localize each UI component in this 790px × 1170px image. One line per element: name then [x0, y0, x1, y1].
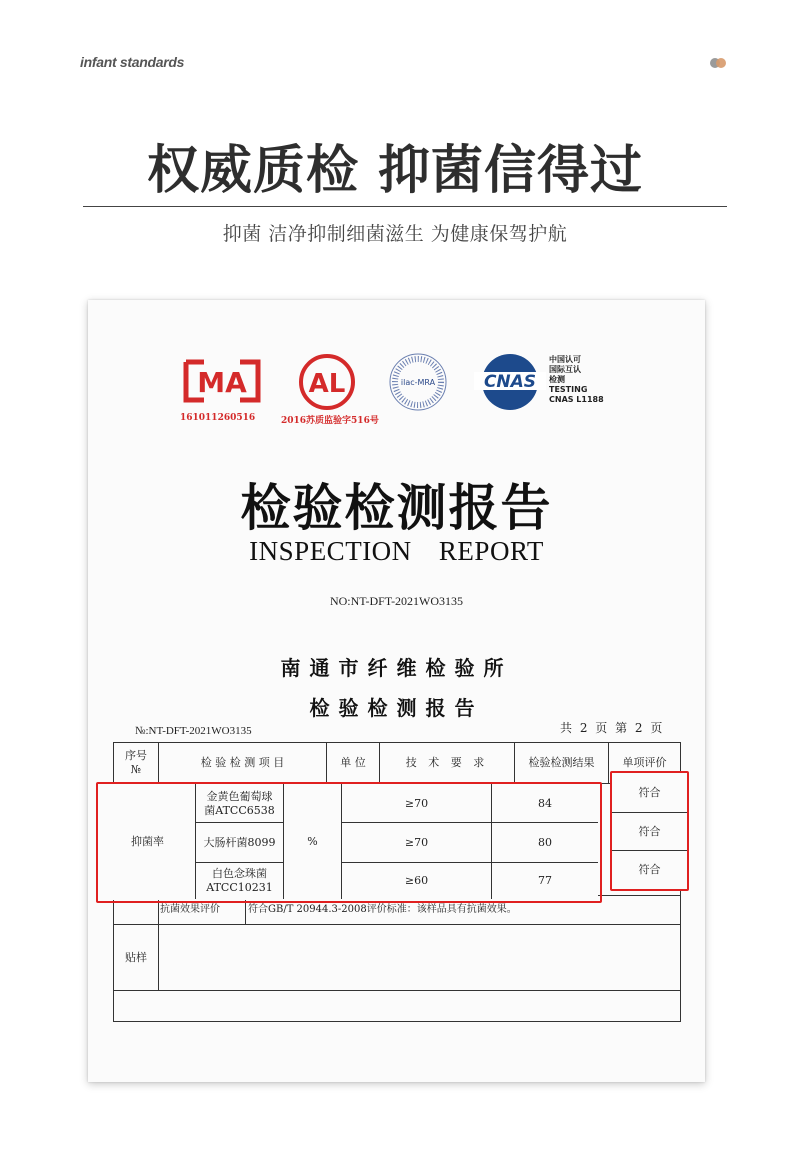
header-seq: 序号 № [125, 749, 147, 776]
row-2-item: 大肠杆菌8099 [203, 835, 276, 849]
report-number: NO:NT-DFT-2021WO3135 [329, 594, 464, 608]
cma-number: 161011260516 [180, 413, 256, 423]
headline: 权威质检 抑菌信得过 [146, 141, 644, 201]
svg-text:AL: AL [308, 369, 346, 399]
divider [83, 206, 727, 207]
table-report-number: №:NT-DFT-2021WO3135 [135, 725, 252, 737]
cal-number: 2016苏质监验字516号 [281, 416, 379, 426]
report-title-cn: 检验检测报告 [240, 478, 553, 537]
brand-dots-icon [710, 58, 730, 68]
evaluation-highlight-box [610, 771, 689, 891]
cma-logo-icon [178, 354, 266, 408]
effect-label: 抗菌效果评价 [160, 904, 220, 915]
row-2-evaluation: 符合 [638, 824, 661, 838]
row-2-result: 80 [538, 835, 552, 849]
report-title-en: INSPECTION REPORT [249, 536, 544, 566]
results-highlight-box [96, 782, 602, 903]
cnas-logo-icon [474, 352, 546, 412]
row-3-result: 77 [538, 874, 552, 887]
header-unit: 单 位 [340, 756, 366, 769]
header-evaluation: 单项评价 [622, 756, 667, 769]
row-2-requirement: ≥70 [404, 835, 429, 849]
svg-text:CNAS: CNAS [483, 372, 537, 392]
ilac-mra-logo-icon [388, 352, 448, 412]
row-1-evaluation: 符合 [638, 786, 661, 799]
header-item: 检 验 检 测 项 目 [200, 756, 285, 769]
row-1-item: 金黄色葡萄球 菌ATCC6538 [204, 789, 275, 817]
unit-value: % [307, 835, 318, 848]
subheadline: 抑菌 洁净抑制细菌滋生 为健康保驾护航 [222, 223, 568, 245]
organization-name: 南通市纤维检验所 [280, 656, 513, 680]
cnas-accreditation-text: 中国认可 国际互认 检测 TESTING CNAS L1188 [549, 355, 604, 404]
row-3-requirement: ≥60 [404, 874, 429, 887]
brand-name: infant standards [80, 54, 185, 70]
sample-label: 贴样 [125, 950, 147, 964]
row-1-requirement: ≥70 [404, 796, 429, 810]
cal-logo-icon [295, 352, 359, 412]
effect-text: 符合GB/T 20944.3-2008评价标准：该样品具有抗菌效果。 [248, 904, 517, 915]
header-requirement: 技 术 要 求 [405, 756, 489, 769]
organization-report-title: 检验检测报告 [309, 696, 484, 720]
svg-text:MA: MA [197, 366, 247, 399]
svg-text:ilac-MRA: ilac-MRA [400, 378, 436, 387]
page-indicator: 共 2 页 第 2 页 [560, 721, 665, 735]
row-1-result: 84 [538, 796, 552, 810]
category-label: 抑菌率 [131, 835, 164, 848]
inspection-report-document [88, 300, 705, 1082]
row-3-item: 白色念珠菌 ATCC10231 [206, 867, 273, 894]
header-result: 检验检测结果 [528, 756, 595, 769]
row-3-evaluation: 符合 [638, 862, 661, 876]
